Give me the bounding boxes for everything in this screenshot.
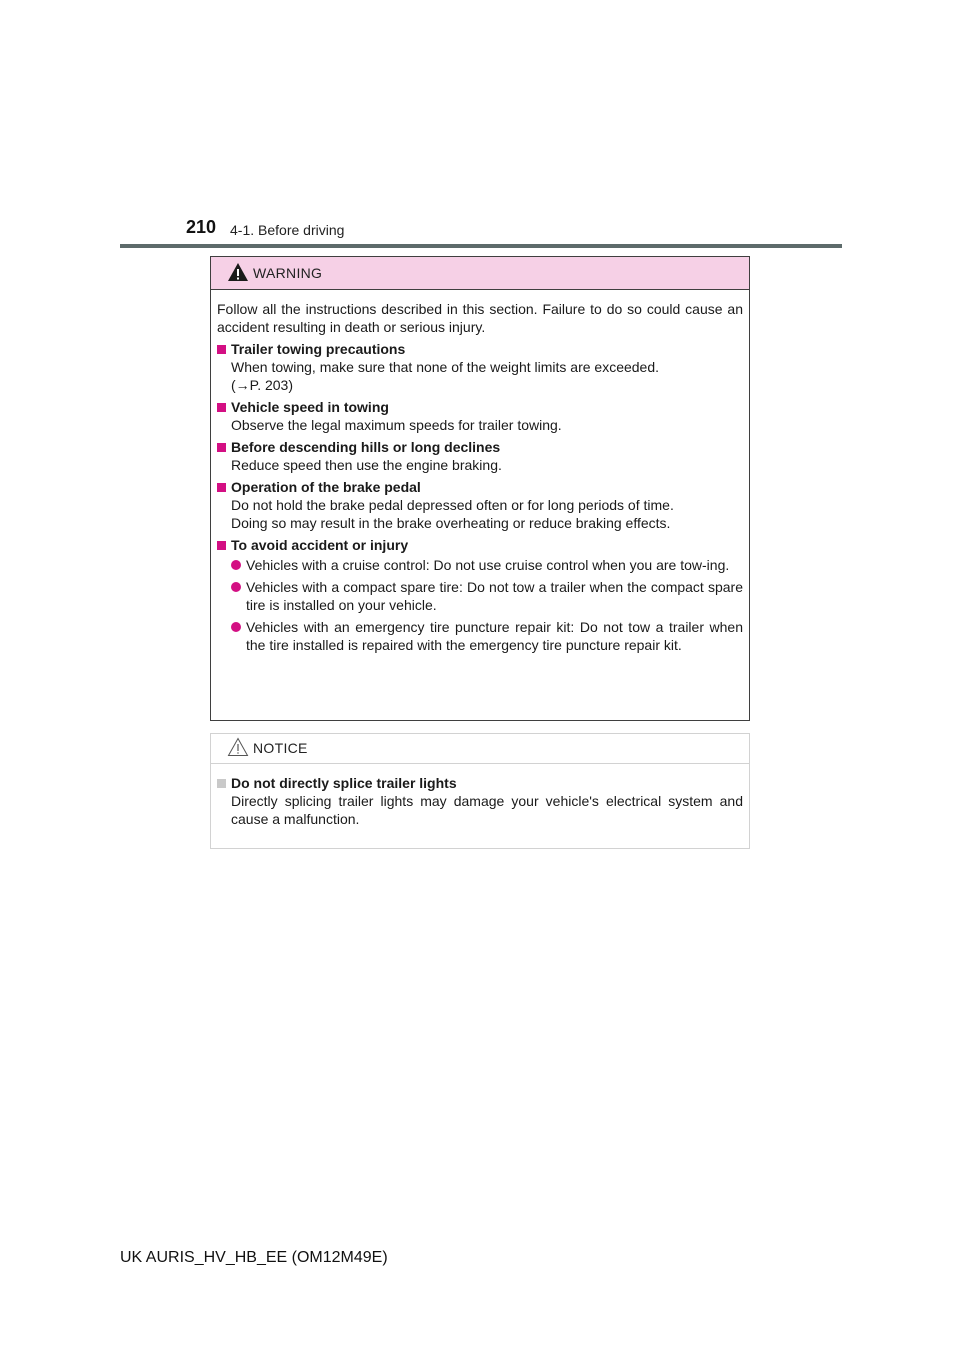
warning-header: [211, 257, 749, 290]
item-title: Trailer towing precautions: [231, 341, 406, 357]
item-title: Vehicle speed in towing: [231, 399, 389, 415]
warning-item: [217, 478, 743, 532]
warning-item: [217, 340, 743, 394]
item-text: Do not hold the brake pedal depressed often or for long periods of time.: [231, 497, 674, 513]
round-bullet-icon: [231, 622, 241, 632]
square-bullet-icon: [217, 541, 226, 550]
page-reference: (→P. 203): [231, 377, 293, 393]
item-text: Observe the legal maximum speeds for trailer towing.: [231, 417, 562, 433]
warning-item: [217, 536, 743, 654]
page-number: 210: [186, 217, 217, 237]
warning-body: [211, 290, 749, 654]
notice-body: [211, 764, 749, 828]
list-item: [231, 556, 743, 574]
square-bullet-icon: [217, 443, 226, 452]
header-rule: [120, 244, 842, 248]
list-item: [231, 618, 743, 654]
item-title: To avoid accident or injury: [231, 537, 409, 553]
item-title: Before descending hills or long declines: [231, 439, 501, 455]
bullet-text: Vehicles with a compact spare tire: Do not tow a trailer when the compact spare tire is installed on your vehicle.: [246, 579, 743, 613]
warning-item: [217, 398, 743, 434]
warning-title: WARNING: [253, 265, 323, 281]
item-text: Doing so may result in the brake overheating or reduce braking effects.: [231, 515, 671, 531]
notice-header: [211, 734, 749, 764]
item-title: Do not directly splice trailer lights: [231, 775, 457, 791]
notice-box: [210, 733, 750, 849]
item-text: When towing, make sure that none of the weight limits are exceeded.: [231, 359, 660, 375]
square-bullet-icon: [217, 345, 226, 354]
notice-title: NOTICE: [253, 740, 308, 756]
section-title: 4-1. Before driving: [230, 222, 345, 238]
notice-item: [217, 774, 743, 828]
item-text: Reduce speed then use the engine braking.: [231, 457, 502, 473]
square-bullet-icon: [217, 779, 226, 788]
bullet-text: Vehicles with an emergency tire puncture repair kit: Do not tow a trailer when the tire installed is repaired with the emergency tire puncture repair kit.: [246, 619, 743, 653]
round-bullet-icon: [231, 560, 241, 570]
round-bullet-icon: [231, 582, 241, 592]
square-bullet-icon: [217, 403, 226, 412]
document-id: UK AURIS_HV_HB_EE (OM12M49E): [120, 1249, 388, 1266]
bullet-text: Vehicles with a cruise control: Do not use cruise control when you are tow-ing.: [246, 557, 730, 573]
warning-triangle-icon: [227, 262, 249, 282]
item-title: Operation of the brake pedal: [231, 479, 421, 495]
warning-item: [217, 438, 743, 474]
warning-box: [210, 256, 750, 721]
warning-intro: Follow all the instructions described in this section. Failure to do so could cause an accident resulting in death or serious injury.: [217, 301, 743, 335]
notice-triangle-icon: [227, 737, 249, 757]
item-text: Directly splicing trailer lights may damage your vehicle's electrical system and cause a malfunction.: [231, 793, 743, 827]
square-bullet-icon: [217, 483, 226, 492]
list-item: [231, 578, 743, 614]
